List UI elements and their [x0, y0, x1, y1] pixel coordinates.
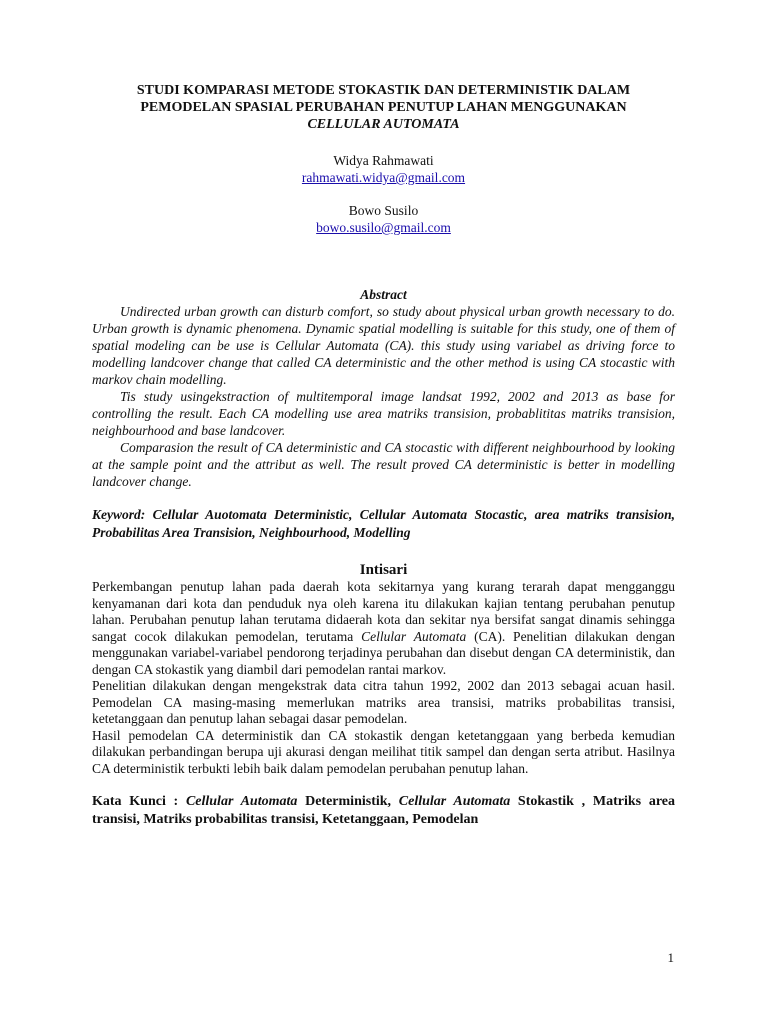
keywords-en: Keyword: Cellular Auotomata Deterministic, Cellular Automata Stocastic, area matriks transision, Probabilitas Area Transision, Neighbourhood, Modelling — [92, 507, 675, 540]
abstract-paragraph: Tis study usingekstraction of multitemporal image landsat 1992, 2002 and 2013 as base for controlling the result. Each CA modelling use area matriks transision, probablititas matriks transision, neighbourhood and base landcover. — [92, 389, 675, 438]
kata-kunci-text: Stokastik , Matriks area transisi, Matriks probabilitas transisi, Ketetanggaan, Pemodelan — [92, 794, 675, 827]
abstract-paragraph: Undirected urban growth can disturb comfort, so study about physical urban growth necessary to do. Urban growth is dynamic phenomena. Dynamic spatial modelling is suitable for this study, one of them of spatial modeling can be use is Cellular Automata (CA). this study using variabel as driving force to modelling landcover change that called CA deterministic and the other method is using CA stocastic with markov chain modelling. — [92, 304, 675, 387]
intisari-heading: Intisari — [359, 562, 408, 578]
author-name: Widya Rahmawati — [333, 153, 434, 168]
author-email-link[interactable]: rahmawati.widya@gmail.com — [301, 170, 466, 185]
kata-kunci — [92, 793, 675, 829]
author-email-link[interactable]: bowo.susilo@gmail.com — [316, 220, 451, 235]
kata-kunci-label: Kata Kunci : — [92, 794, 186, 809]
kata-kunci-ca-term: Cellular Automata — [398, 794, 511, 809]
abstract-paragraph: Comparasion the result of CA deterministic and CA stocastic with different neighbourhood by looking at the sample point and the attribut as well. The result proved CA deterministic is better in modelling landcover change. — [92, 440, 675, 489]
intisari-text: Perkembangan penutup lahan pada daerah kota sekitarnya yang kurang terarah dapat mengganggu kenyamanan dari kota dan penduduk nya oleh karena itu dilakukan kajian tentang perubahan penutup lahan. Perubahan penutup lahan terutama didaerah kota dan sekitar nya bersifat sangat dinamis sehingga sangat cocok dilakukan pemodelan, terutama — [92, 579, 675, 644]
author-block-1 — [92, 152, 675, 186]
intisari-section — [92, 561, 675, 777]
abstract-heading: Abstract — [360, 287, 407, 302]
title-line-1: STUDI KOMPARASI METODE STOKASTIK DAN DETERMINISTIK DALAM — [136, 83, 631, 98]
title-line-3: CELLULAR AUTOMATA — [307, 117, 460, 132]
intisari-paragraph — [92, 579, 675, 678]
intisari-ca-term: Cellular Automata — [361, 628, 467, 644]
intisari-text: (CA). Penelitian dilakukan dengan menggunakan variabel-variabel pendorong terjadinya perubahan dan disebut dengan CA deterministik, dan dengan CA stokastik yang diambil dari pemodelan rantai markov. — [92, 628, 675, 677]
abstract-section — [92, 286, 675, 490]
kata-kunci-text: Deterministik, — [297, 794, 399, 809]
author-block-2 — [92, 202, 675, 236]
page-number: 1 — [667, 950, 674, 965]
title-line-2: PEMODELAN SPASIAL PERUBAHAN PENUTUP LAHAN MENGGUNAKAN — [140, 100, 627, 115]
author-name: Bowo Susilo — [348, 203, 419, 218]
intisari-paragraph: Hasil pemodelan CA deterministik dan CA stokastik dengan ketetanggaan yang berbeda kemudian dilakukan perbandingan berupa uji akurasi dengan meilihat titik sampel dan dengan serta atribut. Hasilnya CA deterministik terbukti lebih baik dalam pemodelan perubahan penutup lahan. — [92, 727, 675, 776]
kata-kunci-ca-term: Cellular Automata — [185, 794, 298, 809]
paper-title — [92, 82, 675, 133]
paper-page — [92, 82, 675, 829]
intisari-paragraph: Penelitian dilakukan dengan mengekstrak data citra tahun 1992, 2002 dan 2013 sebagai acuan hasil. Pemodelan CA masing-masing memerlukan matriks area transisi, matriks probabilitas transisi, ketetanggaan dan penutup lahan sebagai dasar pemodelan. — [92, 678, 675, 726]
